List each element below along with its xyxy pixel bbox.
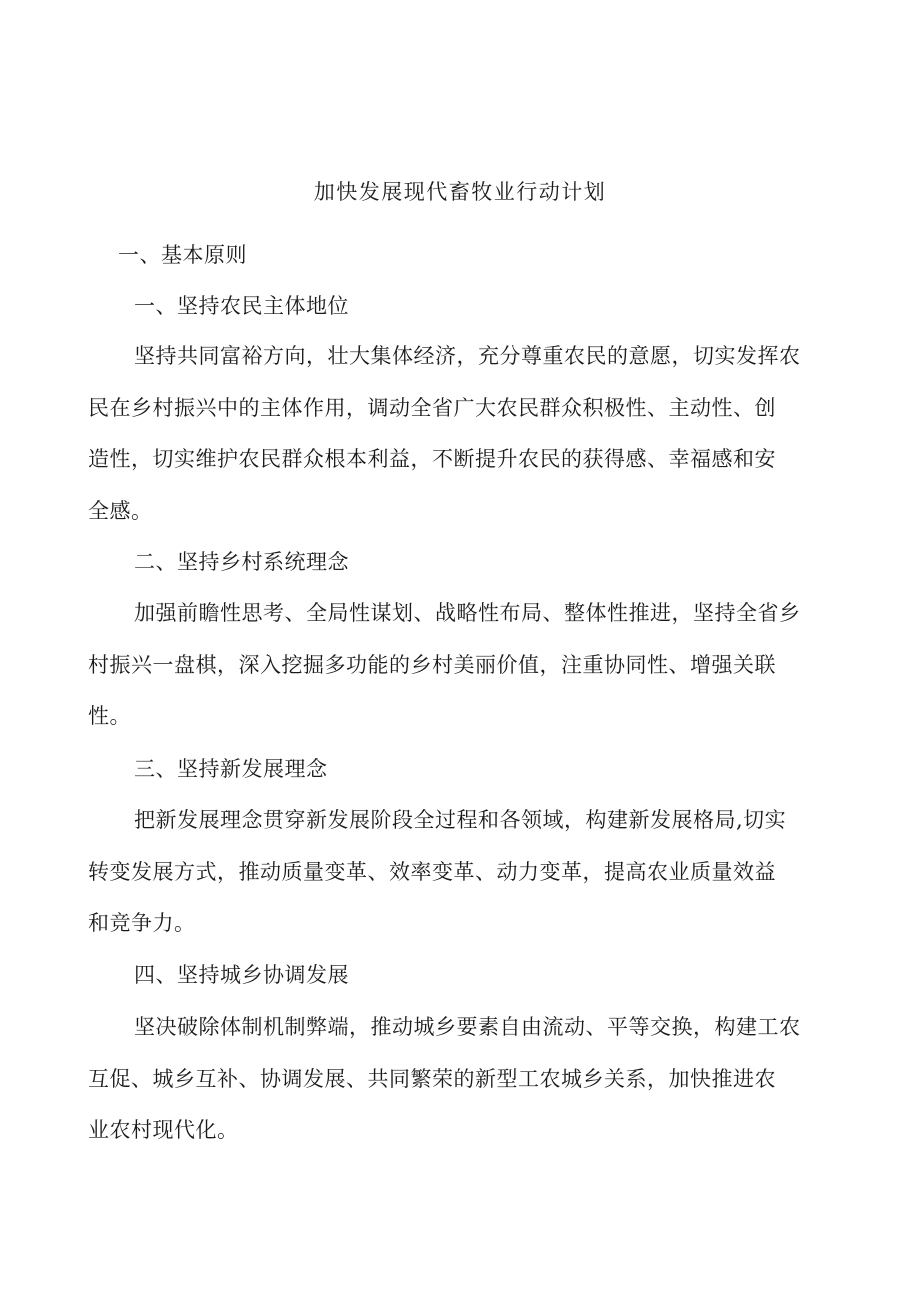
paragraph-line: 全感。 bbox=[88, 499, 153, 523]
paragraph-line: 加强前瞻性思考、全局性谋划、战略性布局、整体性推进，坚持全省乡 bbox=[134, 601, 801, 625]
paragraph-line: 和竞争力。 bbox=[88, 911, 196, 935]
paragraph-line: 把新发展理念贯穿新发展阶段全过程和各领域，构建新发展格局,切实 bbox=[134, 808, 787, 832]
paragraph-line: 性。 bbox=[88, 704, 131, 728]
paragraph-line: 转变发展方式，推动质量变革、效率变革、动力变革，提高农业质量效益 bbox=[88, 860, 776, 884]
document-title: 加快发展现代畜牧业行动计划 bbox=[313, 180, 607, 204]
paragraph-line: 坚决破除体制机制弊端，推动城乡要素自由流动、平等交换，构建工农 bbox=[134, 1015, 801, 1039]
paragraph-line: 坚持共同富裕方向，壮大集体经济，充分尊重农民的意愿，切实发挥农 bbox=[134, 344, 801, 368]
paragraph-line: 村振兴一盘棋，深入挖掘多功能的乡村美丽价值，注重协同性、增强关联 bbox=[88, 653, 776, 677]
subsection-heading-2: 二、坚持乡村系统理念 bbox=[134, 550, 349, 574]
paragraph-line: 民在乡村振兴中的主体作用，调动全省广大农民群众积极性、主动性、创 bbox=[88, 396, 776, 420]
section-heading: 一、基本原则 bbox=[118, 243, 247, 267]
paragraph-line: 业农村现代化。 bbox=[88, 1118, 239, 1142]
paragraph-line: 互促、城乡互补、协调发展、共同繁荣的新型工农城乡关系，加快推进农 bbox=[88, 1067, 776, 1091]
paragraph-line: 造性，切实维护农民群众根本利益，不断提升农民的获得感、幸福感和安 bbox=[88, 447, 776, 471]
subsection-heading-3: 三、坚持新发展理念 bbox=[134, 757, 328, 781]
subsection-heading-4: 四、坚持城乡协调发展 bbox=[134, 963, 349, 987]
subsection-heading-1: 一、坚持农民主体地位 bbox=[134, 294, 349, 318]
